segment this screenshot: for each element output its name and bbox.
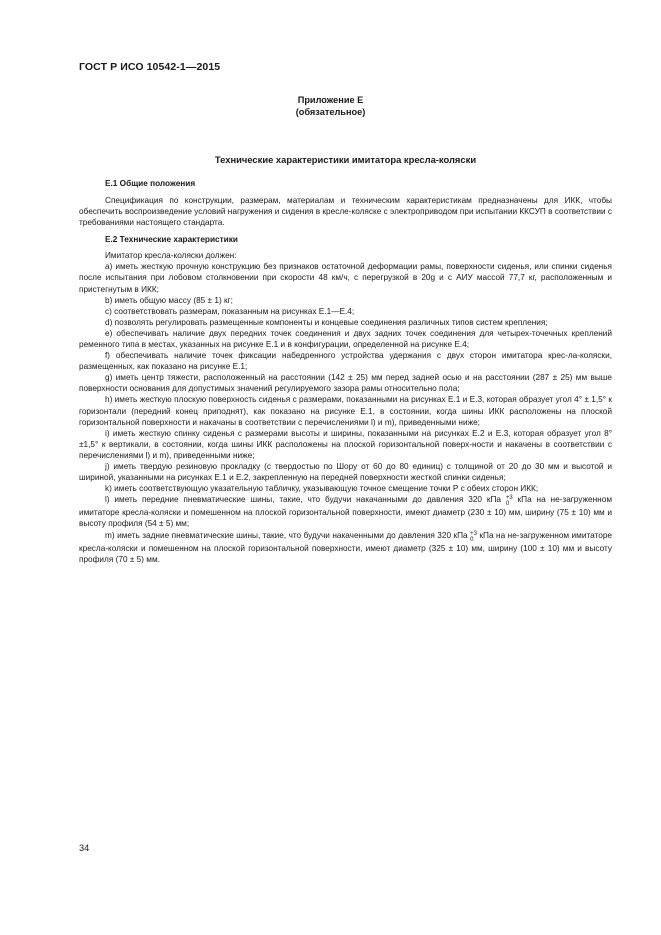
- list-item-m: [79, 530, 612, 565]
- list-item-l: [79, 494, 612, 529]
- item-m-text-before: m) иметь задние пневматические шины, такие, что будучи накаченными до давления 320 кПа: [105, 530, 471, 540]
- annex-title: Технические характеристики имитатора кресла-коляски: [214, 154, 477, 165]
- list-item-i: i) иметь жесткую спинку сиденья с размерами высоты и ширины, показанными на рисунках Е.2 и Е.3, которая образует угол 8° ±1,5° к вертикали, в состоянии, когда шины ИКК расположены на плоской горизонтальной поверх-ности и накачены в соответствии с перечислениями l) и m), приведенными ниже;: [79, 428, 612, 460]
- tolerance-fraction: [470, 531, 477, 543]
- list-item-d: d) позволять регулировать размещенные компоненты и концевые соединения различных типов систем крепления;: [105, 317, 548, 327]
- list-item-b: b) иметь общую массу (85 ± 1) кг;: [105, 295, 233, 305]
- list-item-h: h) иметь жесткую плоскую поверхность сиденья с размерами, показанными на рисунках Е.1 и Е.3, которая образует угол 4° ± 1,5° к горизонтали (передний конец приподнят), как показано на рисунке Е.1, в состоянии, когда шины ИКК расположены на плоской горизонтальной поверхности и накачаны в соответствии с перечислениями l) и m), приведенными ниже;: [79, 395, 612, 427]
- item-l-text-before: l) иметь передние пневматические шины, такие, что будучи накачанными до давления 320 кПа: [105, 495, 506, 505]
- annex-name: Приложение Е: [297, 95, 364, 105]
- list-item-c: c) соответствовать размерам, показанным на рисунках Е.1—Е.4;: [105, 306, 355, 316]
- list-item-a: a) иметь жесткую прочную конструкцию без признаков остаточной деформации рамы, поверхности сиденья, или спинки сиденья после испытания при лобовом столкновении при скорости 48 км/ч, с перегрузкой в 20g и с АИУ массой 77,7 кг, расположенным и пристегнутым в ИКК;: [79, 262, 612, 294]
- paragraph-intro: Имитатор кресла-коляски должен:: [105, 251, 237, 261]
- item-l-text-after: кПа на не-загруженном имитаторе кресла-коляски и помешенном на плоской горизонтальной поверхности, имеют диаметр (230 ± 10) мм, ширину (75 ± 10) мм и высоту профиля (54 ± 5) мм;: [79, 495, 612, 529]
- tolerance-fraction: [506, 495, 513, 507]
- tolerance-lower: 0: [470, 536, 474, 543]
- section-heading-e2: Е.2 Технические характеристики: [105, 234, 238, 244]
- annex-heading: [0, 94, 661, 118]
- page-number: 34: [79, 843, 90, 853]
- document-body: [79, 178, 612, 565]
- list-item-f: f) обеспечивать наличие точек фиксации набедренного устройства удержания с двух сторон имитатора крес-ла-коляски, размещенных, как показано на рисунке Е.1;: [79, 351, 612, 372]
- tolerance-upper: +3: [470, 530, 477, 537]
- paragraph: Спецификация по конструкции, размерам, материалам и техническим характеристикам предназначены для ИКК, чтобы обеспечить воспроизведение условий нагружения и сидения в кресле-коляске с электроприводом при испытании ККСУП в соответствии с требованиями настоящего стандарта.: [79, 195, 612, 227]
- tolerance-lower: 0: [505, 501, 510, 508]
- annex-status: (обязательное): [295, 107, 366, 117]
- list-item-g: g) иметь центр тяжести, расположенный на расстоянии (142 ± 25) мм перед задней осью и на расстоянии (287 ± 25) мм выше поверхности основания для допустимых значений регулируемого зазора рамы относительно пола;: [79, 373, 612, 394]
- list-item-j: j) иметь твердую резиновую прокладку (с твердостью по Шору от 60 до 80 единиц) с толщиной от 20 до 30 мм и высотой и шириной, указанными на рисунках Е.1 и Е.2, закрепленную на передней поверхности жесткой спинки сиденья;: [79, 462, 612, 483]
- list-item-k: k) иметь соответствующую указательную табличку, указывающую точное смещение точки Р с обеих сторон ИКК;: [105, 484, 539, 494]
- tolerance-upper: +3: [505, 495, 513, 502]
- document-header: ГОСТ Р ИСО 10542-1—2015: [79, 61, 221, 73]
- item-m-text-after: кПа на не-загруженном имитаторе кресла-коляски и помешенном на плоской горизонтальной поверхности, имеют диаметр (325 ± 10) мм, ширину (100 ± 10) мм и высоту профиля (70 ± 5) мм.: [79, 530, 612, 564]
- section-heading-e1: Е.1 Общие положения: [105, 179, 196, 188]
- list-item-e: e) обеспечивать наличие двух передних точек соединения и двух задних точек соединения для четырех-точечных креплений ременного типа в местах, указанных на рисунке Е.1 и в конфигурации, определенной на рисунке Е.4;: [79, 328, 612, 349]
